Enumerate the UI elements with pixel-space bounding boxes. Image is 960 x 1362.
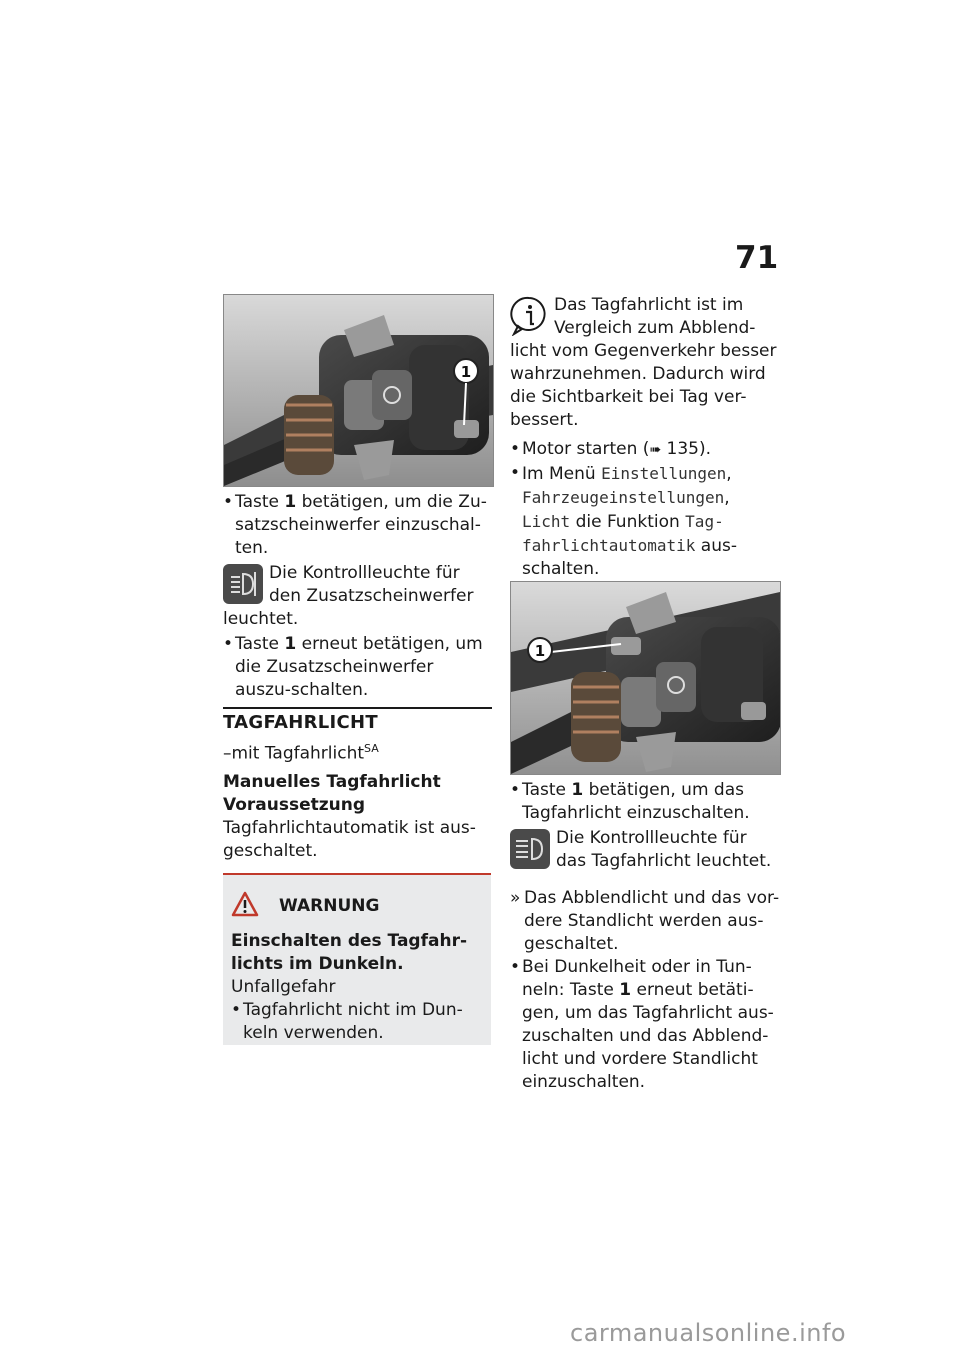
warning-hazard: Unfallgefahr: [231, 977, 336, 997]
handlebar-switch-photo-1: [223, 294, 494, 487]
indicator-note: [223, 562, 493, 631]
instruction-step: [223, 633, 493, 702]
equipment-note: [223, 737, 379, 766]
menu-item: Tag-fahrlichtautomatik: [522, 512, 724, 555]
warning-triangle-icon: [231, 891, 259, 917]
menu-item: Licht: [522, 512, 571, 531]
text: erneut betätigen, um die Zusatzscheinwerfer auszu-schalten.: [235, 634, 483, 700]
prerequisite-text: Tagfahrlichtautomatik ist aus-geschaltet.: [223, 818, 476, 861]
callout-ref: 1: [284, 492, 297, 512]
warning-title: Einschalten des Tagfahr-lichts im Dunkeln.: [231, 931, 468, 974]
text: aus-schalten.: [522, 536, 737, 579]
callout-number-1: 1: [460, 363, 472, 381]
result-text: » Das Abblendlicht und das vor-dere Standlicht werden aus-geschaltet.: [510, 887, 780, 956]
handlebar-switch-photo-2: [510, 581, 781, 775]
indicator-text: Die Kontrollleuchte für das Tagfahrlicht leuchtet.: [556, 828, 772, 871]
callout-ref: 1: [571, 780, 584, 800]
instruction-step: [510, 779, 780, 825]
daytime-running-light-indicator-icon: [510, 829, 550, 869]
section-rule: [223, 707, 492, 709]
text: Taste: [235, 634, 285, 654]
instruction-step: [510, 438, 780, 462]
section-title: TAGFAHRLICHT: [223, 712, 378, 733]
callout-number-1: 1: [534, 642, 546, 660]
instruction-step: [510, 956, 780, 1094]
text: ,: [726, 464, 732, 484]
instruction-step: [223, 491, 493, 560]
text: Taste: [522, 780, 572, 800]
right-column-lower: [510, 779, 780, 1094]
menu-item: Einstellungen: [601, 464, 727, 483]
instruction-step: [510, 462, 780, 581]
watermark: carmanualsonline.info: [570, 1319, 847, 1347]
text: Motor starten (: [522, 439, 650, 459]
handlebar-switch-illustration-1: [224, 295, 493, 486]
menu-item: Fahrzeugeinstellungen: [522, 488, 725, 507]
indicator-note: [510, 827, 780, 873]
handlebar-switch-illustration-2: [511, 582, 780, 774]
text: Im Menü: [522, 464, 602, 484]
subsection-title: Manuelles Tagfahrlicht: [223, 772, 441, 792]
page-number: 71: [735, 240, 779, 276]
prerequisite-title: Voraussetzung: [223, 795, 366, 815]
page-ref-arrow-icon: ➠: [649, 442, 662, 458]
callout-ref: 1: [619, 980, 632, 1000]
info-text: Das Tagfahrlicht ist im Vergleich zum Abblend-licht vom Gegenverkehr besser wahrzunehmen. Dadurch wird die Sichtbarkeit bei Tag ver-bessert.: [510, 295, 777, 430]
text: Bei Dunkelheit oder in Tun-neln: Taste: [522, 957, 752, 1000]
text: –mit Tagfahrlicht: [223, 743, 365, 764]
text: Taste: [235, 492, 285, 512]
text: betätigen, um das Tagfahrlicht einzuschalten.: [522, 780, 750, 823]
warning-action: • Tagfahrlicht nicht im Dun-keln verwenden.: [231, 999, 493, 1045]
fog-light-indicator-icon: [223, 564, 263, 604]
info-icon: [510, 296, 548, 336]
page-ref: 135: [666, 439, 699, 459]
text: erneut betäti-gen, um das Tagfahrlicht aus-zuschalten und das Abblend-licht und vordere Standlicht einzuschalten.: [522, 980, 774, 1092]
text: ,: [724, 488, 730, 508]
special-equipment-mark: SA: [364, 742, 379, 755]
text: die Funktion: [570, 512, 686, 532]
left-column: [223, 491, 493, 702]
warning-label: WARNUNG: [279, 896, 380, 916]
warning-box: [223, 873, 491, 1045]
right-column: [510, 294, 780, 581]
indicator-text: Die Kontrollleuchte für den Zusatzscheinwerfer leuchtet.: [223, 563, 474, 629]
text: betätigen, um die Zu-satzscheinwerfer einzuschal-ten.: [235, 492, 487, 558]
info-note: [510, 294, 780, 432]
text: ).: [699, 439, 712, 459]
callout-ref: 1: [284, 634, 297, 654]
